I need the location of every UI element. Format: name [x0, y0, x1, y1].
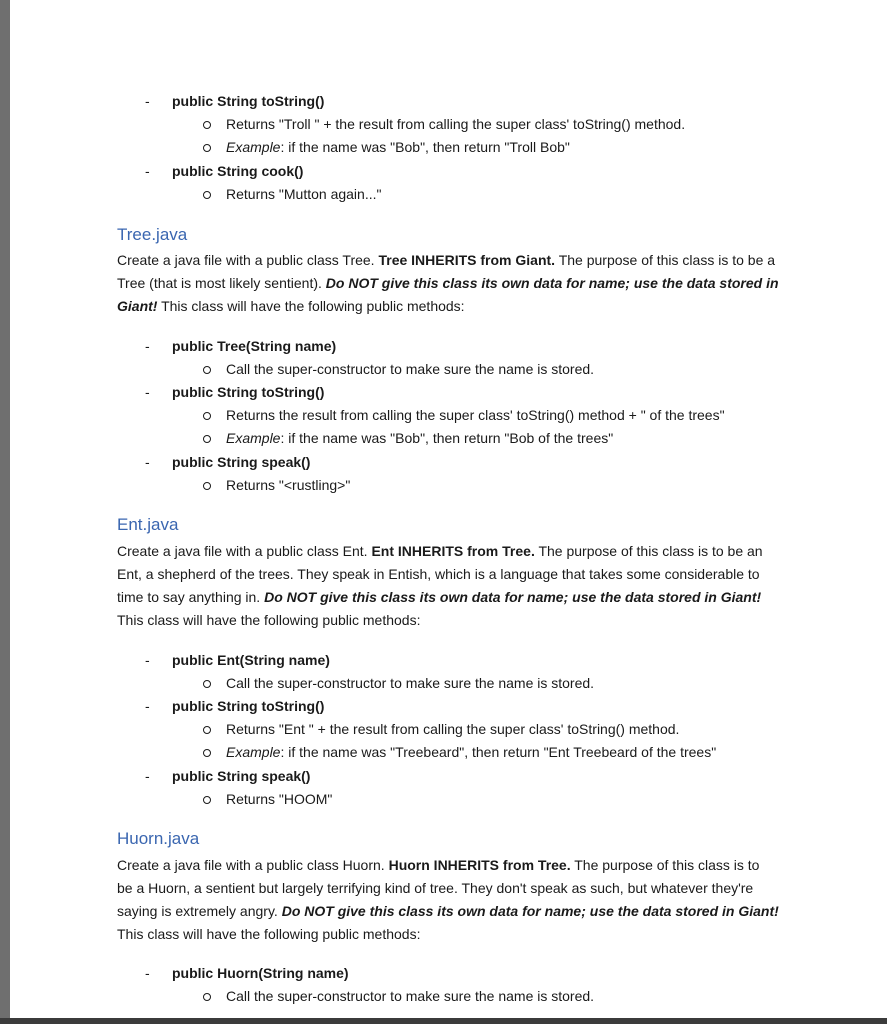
paragraph-line: be a Huorn, a sentient but largely terrifying kind of tree. They don't speak as such, but whatever they're — [117, 880, 754, 896]
method-description: Returns "Troll " + the result from calling the super class' toString() method. — [226, 116, 686, 132]
paragraph-line: This class will have the following public methods: — [117, 612, 421, 628]
page-bottom-border — [0, 1018, 887, 1024]
circle-bullet-icon — [203, 680, 211, 688]
list-dash: - — [145, 93, 150, 109]
section-heading-huorn: Huorn.java — [117, 829, 200, 848]
method-description: Call the super-constructor to make sure the name is stored. — [226, 988, 595, 1004]
method-signature: public String speak() — [172, 454, 311, 470]
method-example: Example: if the name was "Bob", then return "Bob of the trees" — [226, 430, 614, 446]
list-dash: - — [145, 965, 150, 981]
circle-bullet-icon — [203, 482, 211, 490]
circle-bullet-icon — [203, 435, 211, 443]
paragraph-line: Tree (that is most likely sentient). Do NOT give this class its own data for name; use the data stored in — [117, 275, 779, 291]
method-description: Call the super-constructor to make sure the name is stored. — [226, 361, 595, 377]
method-description: Returns "Ent " + the result from calling the super class' toString() method. — [226, 721, 680, 737]
circle-bullet-icon — [203, 191, 211, 199]
list-dash: - — [145, 338, 150, 354]
circle-bullet-icon — [203, 796, 211, 804]
circle-bullet-icon — [203, 366, 211, 374]
paragraph-line: Create a java file with a public class Huorn. Huorn INHERITS from Tree. The purpose of this class is to — [117, 857, 760, 873]
list-dash: - — [145, 163, 150, 179]
paragraph-line: Create a java file with a public class Ent. Ent INHERITS from Tree. The purpose of this class is to be an — [117, 543, 763, 559]
circle-bullet-icon — [203, 144, 211, 152]
paragraph-line: saying is extremely angry. Do NOT give this class its own data for name; use the data stored in Giant! — [117, 903, 779, 919]
paragraph-line: This class will have the following public methods: — [117, 926, 421, 942]
method-description: Returns "<rustling>" — [226, 477, 351, 493]
paragraph-line: Ent, a shepherd of the trees. They speak in Entish, which is a language that takes some considerable to — [117, 566, 760, 582]
circle-bullet-icon — [203, 993, 211, 1001]
section-heading-ent: Ent.java — [117, 515, 179, 534]
circle-bullet-icon — [203, 726, 211, 734]
paragraph-line: Create a java file with a public class Tree. Tree INHERITS from Giant. The purpose of this class is to be a — [117, 252, 776, 268]
method-signature: public String toString() — [172, 384, 325, 400]
document-page — [10, 0, 887, 1018]
method-description: Returns "Mutton again..." — [226, 186, 382, 202]
method-signature: public Ent(String name) — [172, 652, 330, 668]
method-signature: public String speak() — [172, 768, 311, 784]
list-dash: - — [145, 698, 150, 714]
circle-bullet-icon — [203, 121, 211, 129]
method-example: Example: if the name was "Bob", then return "Troll Bob" — [226, 139, 570, 155]
list-dash: - — [145, 384, 150, 400]
section-heading-tree: Tree.java — [117, 225, 188, 244]
circle-bullet-icon — [203, 412, 211, 420]
method-signature: public String toString() — [172, 698, 325, 714]
method-description: Returns the result from calling the super class' toString() method + " of the trees" — [226, 407, 725, 423]
method-signature: public Huorn(String name) — [172, 965, 349, 981]
list-dash: - — [145, 768, 150, 784]
method-example: Example: if the name was "Treebeard", then return "Ent Treebeard of the trees" — [226, 744, 717, 760]
method-signature: public String toString() — [172, 93, 325, 109]
paragraph-line: time to say anything in. Do NOT give this class its own data for name; use the data stored in Giant! — [117, 589, 762, 605]
list-dash: - — [145, 454, 150, 470]
method-description: Call the super-constructor to make sure the name is stored. — [226, 675, 595, 691]
method-signature: public String cook() — [172, 163, 304, 179]
paragraph-line: Giant! This class will have the following public methods: — [117, 298, 465, 314]
circle-bullet-icon — [203, 749, 211, 757]
method-signature: public Tree(String name) — [172, 338, 337, 354]
method-description: Returns "HOOM" — [226, 791, 333, 807]
list-dash: - — [145, 652, 150, 668]
